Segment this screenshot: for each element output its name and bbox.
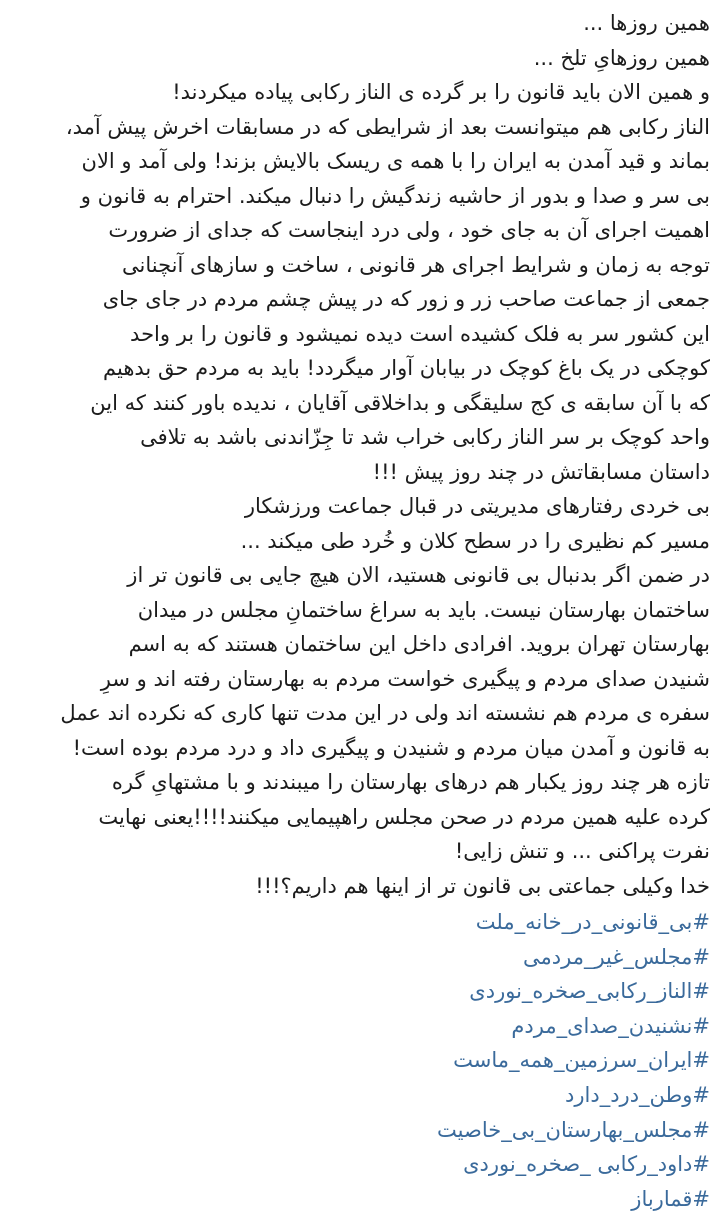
post-text-line: اهمیت اجرای آن به جای خود ، ولی درد اینجاست که جدای از ضرورت — [108, 218, 710, 242]
post-text — [10, 6, 710, 903]
post-text-line: همین روزها ... — [583, 11, 710, 35]
post-text-line: کوچکی در یک باغ کوچک در بیابان آوار میگردد! باید به مردم حق بدهیم — [103, 356, 710, 380]
hashtag-link[interactable]: #بی_قانونی_در_خانه_ملت — [475, 910, 710, 934]
post-text-line: به قانون و آمدن میان مردم و شنیدن و پیگیری داد و درد مردم بوده است! — [72, 735, 710, 760]
post-text-line: بی سر و صدا و بدور از حاشیه زندگیش را دنبال میکند. احترام به قانون و — [80, 183, 710, 208]
post-text-line: واحد کوچک بر سر الناز رکابی خراب شد تا جِزّاندنی باشد به تلافی — [140, 425, 710, 449]
post-text-line: خدا وکیلی جماعتی بی قانون تر از اینها هم داریم؟!!! — [255, 873, 710, 898]
post-text-line: مسیر کم نظیری را در سطح کلان و خُرد طی میکند ... — [240, 528, 710, 553]
hashtag-link[interactable]: #وطن_درد_دارد — [565, 1082, 710, 1107]
hashtag-link[interactable]: #نشنیدن_صدای_مردم — [511, 1013, 710, 1038]
post-text-line: شنیدن صدای مردم و پیگیری خواست مردم به بهارستان رفته اند و سرِ — [100, 666, 710, 691]
hashtag-list — [10, 905, 710, 1216]
post-text-line: که با آن سابقه ی کج سلیقگی و بداخلاقی آقایان ، ندیده باور کنند که این — [90, 390, 710, 415]
hashtag-link[interactable]: #مجلس_بهارستان_بی_خاصیت — [437, 1117, 710, 1142]
hashtag-link[interactable]: #داود_رکابی _صخره_نوردی — [463, 1152, 710, 1177]
post-text-line: ساختمان بهارستان نیست. باید به سراغ ساختمانِ مجلس در میدان — [137, 597, 710, 622]
post-text-line: بهارستان تهران بروید. افرادی داخل این ساختمان هستند که به اسم — [128, 632, 710, 656]
post-text-line: داستان مسابقاتش در چند روز پیش !!! — [372, 459, 710, 484]
hashtag-link[interactable]: #الناز_رکابی_صخره_نوردی — [469, 979, 710, 1004]
post-text-line: همین روزهایِ تلخ ... — [533, 45, 710, 70]
post-text-line: این کشور سر به فلک کشیده است دیده نمیشود و قانون را بر واحد — [130, 321, 710, 346]
post-text-line: نفرت پراکنی ... و تنش زایی! — [454, 839, 710, 863]
hashtag-link[interactable]: #ایران_سرزمین_همه_ماست — [453, 1048, 710, 1073]
post-text-line: کرده علیه همین مردم در صحن مجلس راهپیمایی میکنند!!!!یعنی نهایت — [98, 804, 710, 829]
post-text-line: بی خردی رفتارهای مدیریتی در قبال جماعت ورزشکار — [244, 494, 710, 518]
post-text-line: جمعی از جماعت صاحب زر و زور که در پیش چشم مردم در جای جای — [102, 287, 710, 311]
post-text-line: در ضمن اگر بدنبال بی قانونی هستید، الان هیچ جایی بی قانون تر از — [127, 563, 710, 587]
post-text-line: سفره ی مردم هم نشسته اند ولی در این مدت تنها کاری که نکرده اند عمل — [60, 701, 710, 725]
post-text-line: بماند و قید آمدن به ایران را با همه ی ریسک بالایش بزند! ولی آمد و الان — [81, 149, 710, 173]
post-text-line: الناز رکابی هم میتوانست بعد از شرایطی که در مسابقات اخرش پیش آمد، — [65, 114, 710, 139]
post-text-line: توجه به زمان و شرایط اجرای هر قانونی ، ساخت و سازهای آنچنانی — [122, 252, 710, 277]
post-text-line: و همین الان باید قانون را بر گرده ی الناز رکابی پیاده میکردند! — [172, 80, 710, 104]
hashtag-link[interactable]: #مجلس_غیر_مردمی — [523, 944, 710, 969]
post-text-line: تازه هر چند روز یکبار هم درهای بهارستان را میبندند و با مشتهایِ گره — [111, 770, 710, 794]
hashtag-link[interactable]: #قمارباز — [631, 1186, 710, 1211]
post-body — [10, 6, 710, 1216]
